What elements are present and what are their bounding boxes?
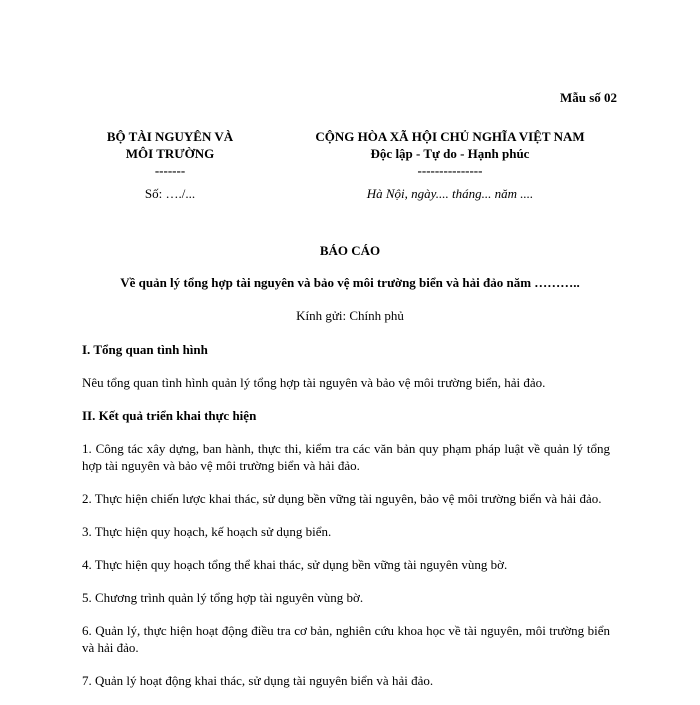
section-paragraph: 1. Công tác xây dựng, ban hành, thực thi, kiểm tra các văn bản quy phạm pháp luật về quản lý tổng hợp tài nguyên và bảo vệ môi trường biển và hải đảo. [82, 441, 610, 473]
report-title: BÁO CÁO [319, 243, 381, 258]
recipient-line: Kính gửi: Chính phủ [296, 308, 404, 323]
agency-name-line1: BỘ TÀI NGUYÊN VÀ [106, 129, 234, 144]
report-subtitle: Về quản lý tổng hợp tài nguyên và bảo vệ môi trường biển và hải đảo năm ……….. [120, 275, 580, 290]
national-motto: Độc lập - Tự do - Hạnh phúc [370, 146, 530, 161]
section-paragraph: 5. Chương trình quản lý tổng hợp tài nguyên vùng bờ. [82, 590, 364, 605]
section-heading: I. Tổng quan tình hình [82, 342, 208, 357]
section-paragraph: 4. Thực hiện quy hoạch tổng thể khai thác, sử dụng bền vững tài nguyên vùng bờ. [82, 557, 508, 572]
agency-separator: ------- [154, 163, 186, 178]
agency-name-line2: MÔI TRƯỜNG [125, 146, 215, 161]
section-heading: II. Kết quả triển khai thực hiện [82, 408, 257, 423]
report-body [82, 341, 610, 705]
document-number: Số: …./... [144, 186, 196, 201]
section-paragraph: 2. Thực hiện chiến lược khai thác, sử dụng bền vững tài nguyên, bảo vệ môi trường biển và hải đảo. [82, 491, 602, 506]
national-motto-block [262, 128, 638, 202]
section-paragraph: 6. Quản lý, thực hiện hoạt động điều tra cơ bản, nghiên cứu khoa học về tài nguyên, môi trường biển và hải đảo. [82, 623, 610, 655]
motto-separator: --------------- [417, 163, 483, 178]
issuing-agency-block [80, 128, 260, 202]
section-paragraph: 7. Quản lý hoạt động khai thác, sử dụng tài nguyên biển và hải đảo. [82, 673, 434, 688]
place-date: Hà Nội, ngày.... tháng... năm .... [366, 186, 534, 201]
section-paragraph: Nêu tổng quan tình hình quản lý tổng hợp tài nguyên và bảo vệ môi trường biển, hải đảo. [82, 375, 546, 390]
section-paragraph: 3. Thực hiện quy hoạch, kế hoạch sử dụng biển. [82, 524, 332, 539]
form-number: Mẫu số 02 [559, 90, 617, 105]
country-name: CỘNG HÒA XÃ HỘI CHỦ NGHĨA VIỆT NAM [315, 129, 585, 144]
